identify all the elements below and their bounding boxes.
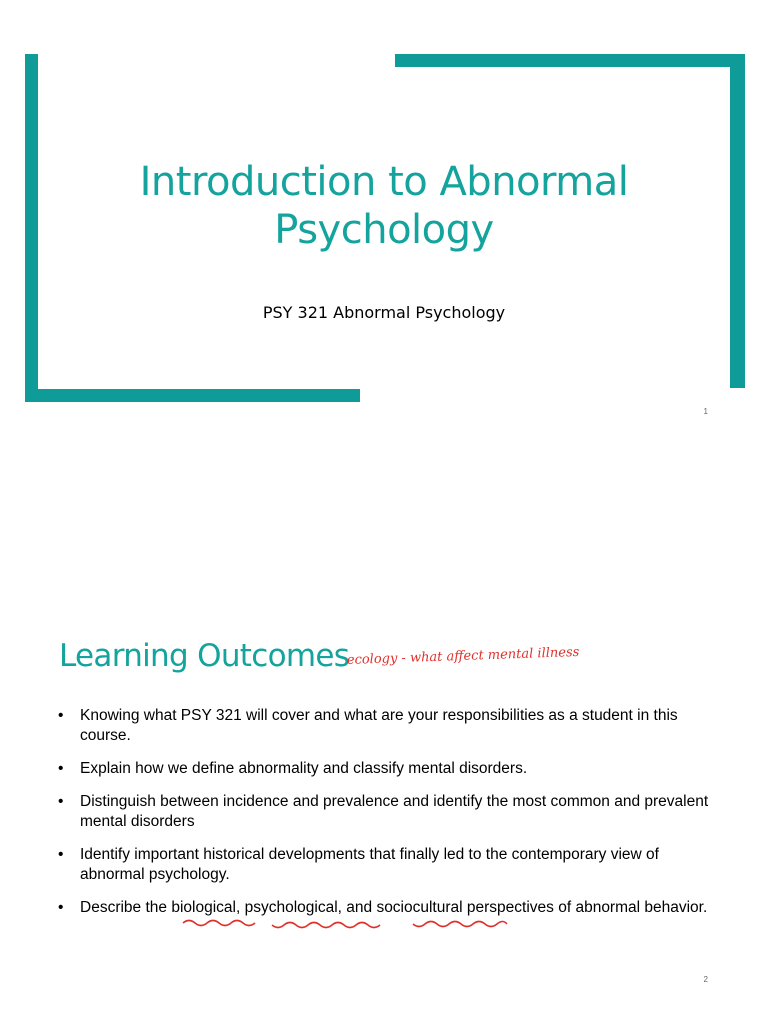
slide-number: 2 — [703, 975, 708, 984]
text-segment: Describe the — [80, 899, 172, 916]
bullet: • — [58, 707, 64, 724]
bullet: • — [58, 899, 64, 916]
list-item-text: Knowing what PSY 321 will cover and what are your responsibilities as a student in this course. — [80, 707, 678, 744]
list-item — [58, 759, 718, 779]
list-item-text: Distinguish between incidence and prevalence and identify the most common and prevalent mental disorders — [80, 793, 709, 830]
list-item — [58, 845, 718, 885]
list-item — [58, 706, 718, 746]
underlined-word-biological: biological — [171, 899, 236, 916]
frame-bar-top — [395, 54, 745, 67]
slide-subtitle: PSY 321 Abnormal Psychology — [262, 303, 506, 322]
text-segment: perspectives of abnormal behavior. — [462, 899, 708, 916]
title-line-2: Psychology — [274, 207, 494, 253]
list-item — [58, 792, 718, 832]
bullet: • — [58, 760, 64, 777]
slide-title — [0, 158, 768, 254]
list-item-text: Identify important historical developments that finally led to the contemporary view of abnormal psychology. — [80, 846, 659, 883]
list-item — [58, 898, 718, 918]
handwritten-note-text: ecology - what affect mental illness — [346, 644, 580, 668]
text-segment: , — [235, 899, 245, 916]
list-item-text: Explain how we define abnormality and classify mental disorders. — [80, 760, 528, 777]
text-segment: , and — [337, 899, 377, 916]
underlined-word-sociocultural: sociocultural — [376, 899, 463, 916]
title-line-1: Introduction to Abnormal — [139, 159, 629, 205]
bullet: • — [58, 846, 64, 863]
learning-outcomes-slide — [0, 430, 768, 1024]
slide-heading: Learning Outcomes — [59, 638, 350, 674]
handwritten-annotation — [345, 642, 610, 676]
list-item-text — [80, 899, 707, 916]
bullet: • — [58, 793, 64, 810]
frame-bar-bottom — [25, 389, 360, 402]
title-slide — [0, 0, 768, 430]
outcomes-list — [58, 706, 718, 931]
slide-number: 1 — [703, 407, 708, 416]
underlined-word-psychological: psychological — [244, 899, 338, 916]
